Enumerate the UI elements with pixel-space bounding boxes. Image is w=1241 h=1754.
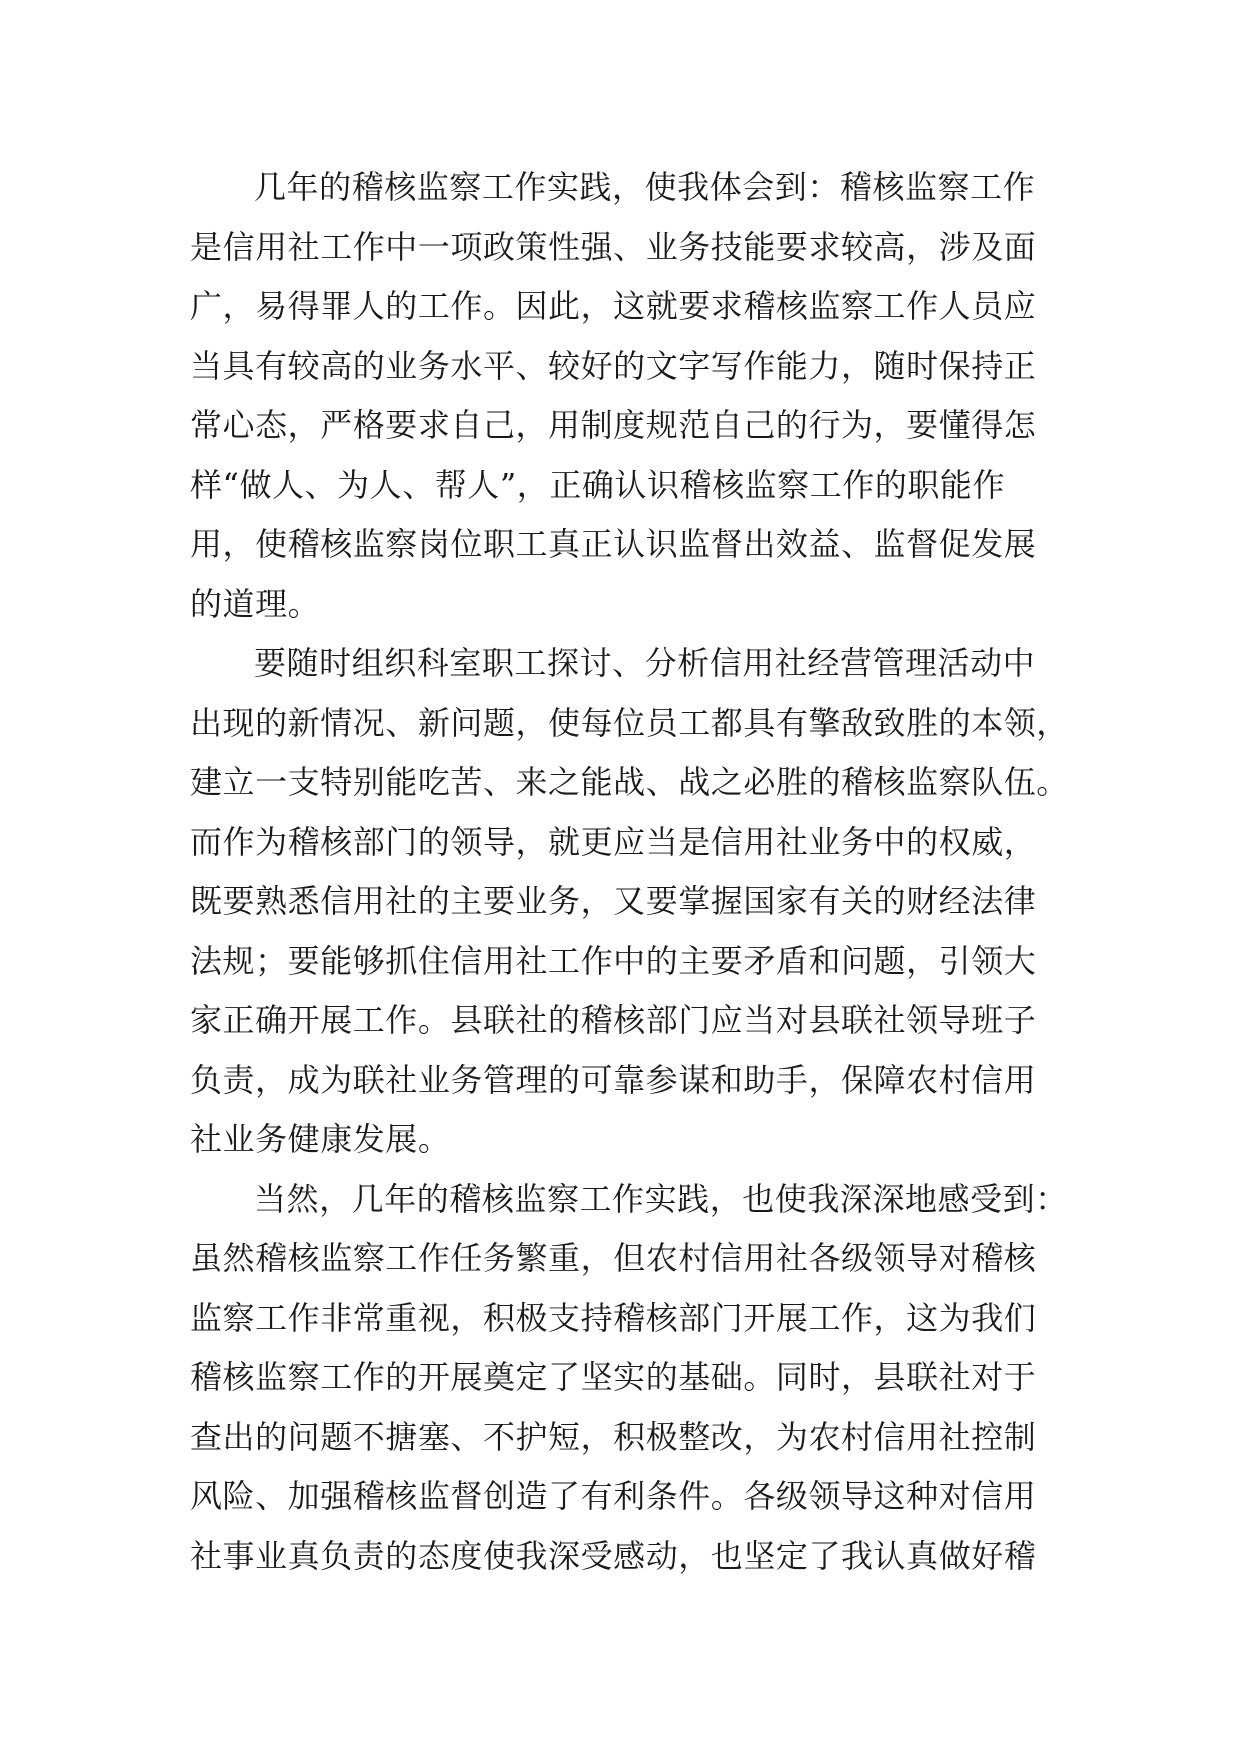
paragraph-2-line-6: 法规；要能够抓住信用社工作中的主要矛盾和问题，引领大 xyxy=(190,941,1037,980)
paragraph-3-line-3: 监察工作非常重视，积极支持稽核部门开展工作，这为我们 xyxy=(190,1298,1037,1337)
paragraph-3-line-1: 当然，几年的稽核监察工作实践，也使我深深地感受到： xyxy=(254,1179,1068,1218)
paragraph-2-line-1: 要随时组织科室职工探讨、分析信用社经营管理活动中 xyxy=(254,644,1036,682)
paragraph-2-line-7: 家正确开展工作。县联社的稽核部门应当对县联社领导班子 xyxy=(190,1001,1037,1039)
paragraph-2-line-9: 社业务健康发展。 xyxy=(190,1120,451,1158)
paragraph-1-line-4: 当具有较高的业务水平、较好的文字写作能力，随时保持正 xyxy=(190,346,1037,385)
paragraph-2-line-8: 负责，成为联社业务管理的可靠参谋和助手，保障农村信用 xyxy=(190,1060,1037,1099)
paragraph-1-line-1: 几年的稽核监察工作实践，使我体会到：稽核监察工作 xyxy=(254,168,1036,206)
paragraph-1-line-5: 常心态，严格要求自己，用制度规范自己的行为，要懂得怎 xyxy=(190,406,1037,444)
paragraph-3-line-2: 虽然稽核监察工作任务繁重，但农村信用社各级领导对稽核 xyxy=(190,1239,1037,1277)
paragraph-2-line-5: 既要熟悉信用社的主要业务，又要掌握国家有关的财经法律 xyxy=(190,882,1037,920)
paragraph-2-line-4: 而作为稽核部门的领导，就更应当是信用社业务中的权威， xyxy=(190,822,1037,861)
paragraph-3-line-4: 稽核监察工作的开展奠定了坚实的基础。同时，县联社对于 xyxy=(190,1358,1037,1396)
paragraph-2-line-2: 出现的新情况、新问题，使每位员工都具有擎敌致胜的本领， xyxy=(190,703,1069,742)
paragraph-1-line-2: 是信用社工作中一项政策性强、业务技能要求较高，涉及面 xyxy=(190,227,1037,266)
paragraph-2-line-3: 建立一支特别能吃苦、来之能战、战之必胜的稽核监察队伍。 xyxy=(190,763,1069,801)
paragraph-1-line-6: 样“做人、为人、帮人”，正确认识稽核监察工作的职能作 xyxy=(190,465,1006,504)
paragraph-1-line-8: 的道理。 xyxy=(190,584,321,623)
paragraph-3-line-7: 社事业真负责的态度使我深受感动，也坚定了我认真做好稽 xyxy=(190,1536,1037,1575)
paragraph-1-line-7: 用，使稽核监察岗位职工真正认识监督出效益、监督促发展 xyxy=(190,525,1037,563)
paragraph-3-line-5: 查出的问题不搪塞、不护短，积极整改，为农村信用社控制 xyxy=(190,1417,1037,1456)
paragraph-3-line-6: 风险、加强稽核监督创造了有利条件。各级领导这种对信用 xyxy=(190,1477,1037,1515)
paragraph-1-line-3: 广，易得罪人的工作。因此，这就要求稽核监察工作人员应 xyxy=(190,287,1037,325)
body-text xyxy=(190,158,1069,1586)
